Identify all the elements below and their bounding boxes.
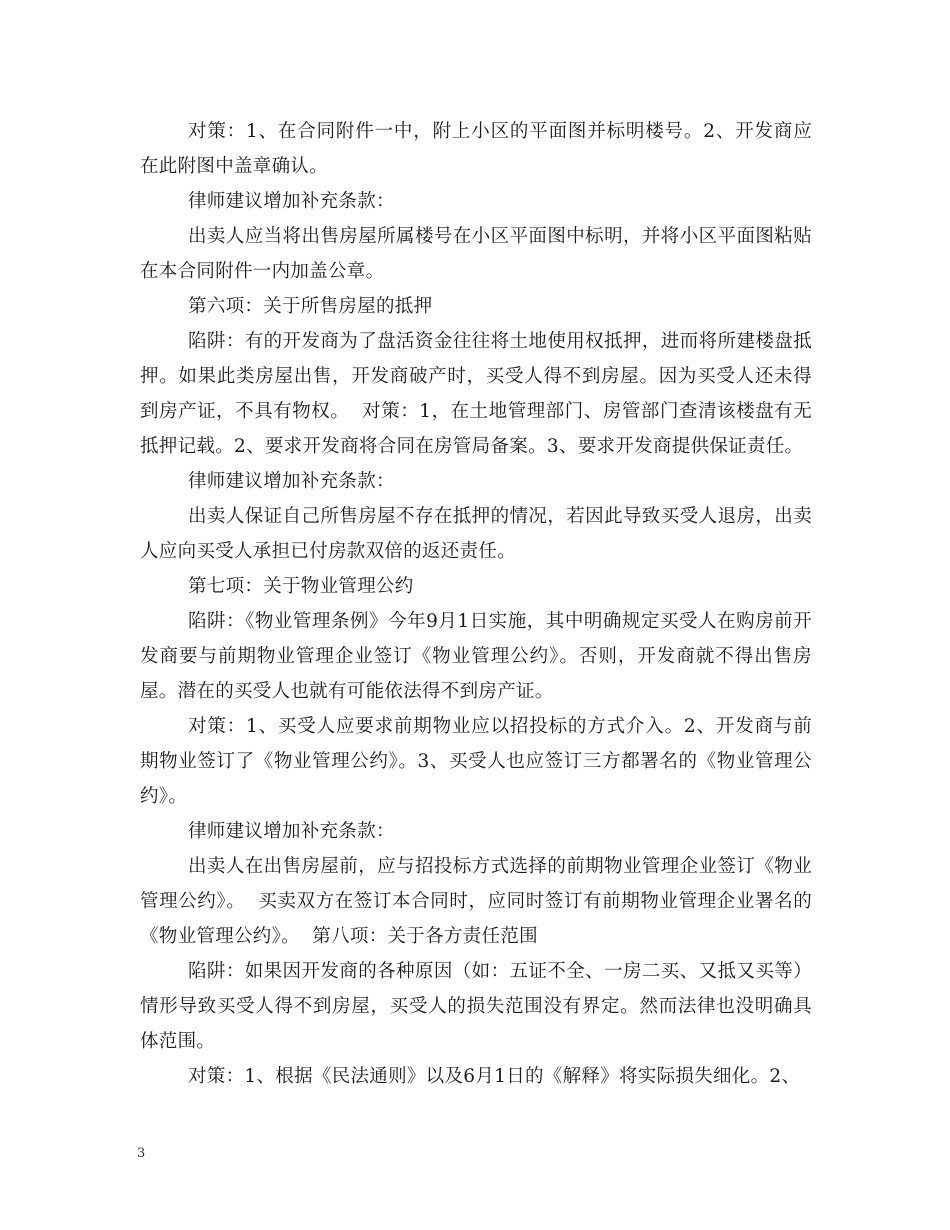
- paragraph-trap-6: 陷阱：有的开发商为了盘活资金往往将土地使用权抵押，进而将所建楼盘抵押。如果此类房屋出售，开发商破产时，买受人得不到房屋。因为买受人还未得到房产证，不具有物权。 对策：1，在土地管理部门、房管部门查清该楼盘有无抵押记载。2、要求开发商将合同在房管局备案。3、要求开发商提供保证责任。: [140, 331, 812, 457]
- paragraph-lawyer-suggestion-3: 律师建议增加补充条款：: [188, 821, 395, 842]
- page-number: 3: [137, 1146, 146, 1161]
- paragraph-supplementary-clause-1: 出卖人应当将出售房屋所属楼号在小区平面图中标明，并将小区平面图粘贴在本合同附件一内加盖公章。: [140, 226, 812, 282]
- paragraph-lawyer-suggestion-2: 律师建议增加补充条款：: [188, 471, 395, 492]
- paragraph-lawyer-suggestion-1: 律师建议增加补充条款：: [188, 191, 395, 212]
- paragraph-trap-8: 陷阱：如果因开发商的各种原因（如：五证不全、一房二买、又抵又买等）情形导致买受人得不到房屋，买受人的损失范围没有界定。然而法律也没明确具体范围。: [140, 961, 812, 1052]
- paragraph-supplementary-clause-3: 出卖人在出售房屋前，应与招投标方式选择的前期物业管理企业签订《物业管理公约》。 买卖双方在签订本合同时，应同时签订有前期物业管理企业署名的《物业管理公约》。 第八项：关于各方责任范围: [140, 856, 812, 947]
- section-heading-item-7: 第七项：关于物业管理公约: [188, 576, 414, 597]
- document-body: [140, 114, 812, 1094]
- paragraph-supplementary-clause-2: 出卖人保证自己所售房屋不存在抵押的情况，若因此导致买受人退房，出卖人应向买受人承担已付房款双倍的返还责任。: [140, 506, 812, 562]
- paragraph-countermeasure-1: 对策：1、在合同附件一中，附上小区的平面图并标明楼号。2、开发商应在此附图中盖章确认。: [140, 121, 812, 177]
- paragraph-trap-7: 陷阱：《物业管理条例》今年9月1日实施，其中明确规定买受人在购房前开发商要与前期物业管理企业签订《物业管理公约》。否则，开发商就不得出售房屋。潜在的买受人也就有可能依法得不到房产证。: [140, 611, 812, 702]
- paragraph-countermeasure-8: 对策：1、根据《民法通则》以及6月1日的《解释》将实际损失细化。2、: [188, 1066, 801, 1087]
- section-heading-item-6: 第六项：关于所售房屋的抵押: [188, 296, 433, 317]
- paragraph-countermeasure-7: 对策：1、买受人应要求前期物业应以招投标的方式介入。2、开发商与前期物业签订了《物业管理公约》。3、买受人也应签订三方都署名的《物业管理公约》。: [140, 716, 812, 807]
